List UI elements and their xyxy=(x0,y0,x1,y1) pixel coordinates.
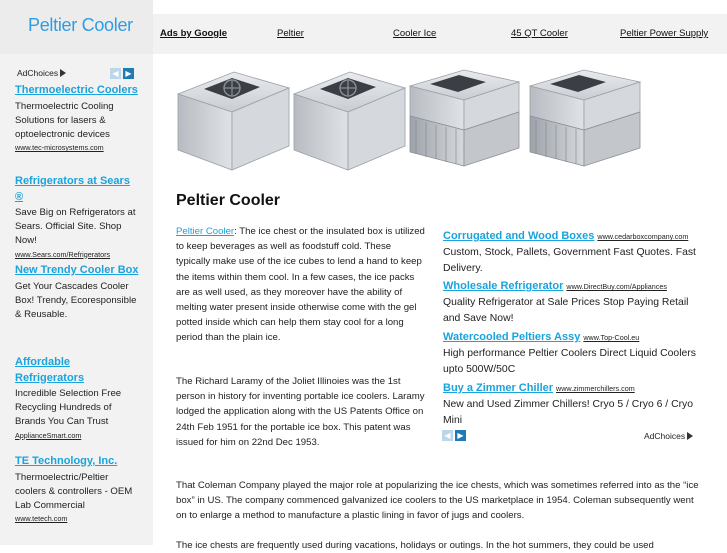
sidebar-ad-1 xyxy=(15,83,140,153)
ad-link-45qt-cooler[interactable]: 45 QT Cooler xyxy=(511,28,568,39)
logo-box xyxy=(0,0,153,54)
sidebar-ad-title[interactable]: Refrigerators at Sears ® xyxy=(15,175,130,203)
sidebar-adchoices[interactable] xyxy=(17,68,66,78)
right-ad-url[interactable]: www.zimmerchillers.com xyxy=(556,384,635,393)
cooler-unit-3 xyxy=(410,70,519,166)
sidebar-ad-3 xyxy=(15,263,140,322)
article-paragraph-2: The Richard Laramy of the Joliet Illinoies was the 1st person in history for inventing portable ice coolers. Laramy lodged the application along with the US Patents Office on 24th Feb 1951 for the portable ice box. This patent was issued for him on 22nd Dec 1953. xyxy=(176,376,425,448)
cooler-unit-1 xyxy=(178,72,289,170)
right-ad-url[interactable]: www.DirectBuy.com/Appliances xyxy=(566,282,667,291)
right-ad-desc: Quality Refrigerator at Sale Prices Stop Paying Retail and Save Now! xyxy=(443,297,689,324)
article-paragraph-3: That Coleman Company played the major role at popularizing the ice chests, which was sometimes referred into as the “ice box” in US. The company commenced galvanized ice coolers to the US marketplace in 1954. Coleman subsequently went on to enlarge a method to manufacture a plastic lining in favor of jugs and coolers. xyxy=(176,480,699,522)
right-ad-3 xyxy=(443,327,705,377)
sidebar-ad-title[interactable]: Thermoelectric Coolers xyxy=(15,84,138,96)
right-ad-title[interactable]: Watercooled Peltiers Assy xyxy=(443,331,581,343)
sidebar-ad-title[interactable]: Affordable Refrigerators xyxy=(15,356,85,384)
cooler-unit-2 xyxy=(294,72,405,170)
sidebar-ad-desc: Thermoelectric/Peltier coolers & controllers - OEM Lab Commercial xyxy=(15,471,133,511)
paragraph-text: : The ice chest or the insulated box is utilized to keep beverages as well as foodstuff cold. These typically make use of the ice cubes to lend a hand to keep the items within them cool. In a few cases, the ice packs are as well used, as they moreover have the ability of melting water present inside otherwise come with the gel potted inside which can help them stay cool for a long period than the plain ice. xyxy=(176,226,425,344)
adchoices-triangle-icon xyxy=(60,69,66,77)
right-ad-title[interactable]: Wholesale Refrigerator xyxy=(443,280,564,292)
sidebar-ad-title[interactable]: New Trendy Cooler Box xyxy=(15,264,139,276)
ad-link-peltier[interactable]: Peltier xyxy=(277,28,304,39)
article-paragraph-4: The ice chests are frequently used during vacations, holidays or outings. In the hot summers, they could be used xyxy=(176,540,654,551)
adchoices-label: AdChoices xyxy=(17,68,59,78)
sidebar-ad-desc: Save Big on Refrigerators at Sears. Official Site. Shop Now! xyxy=(15,207,136,247)
ad-link-peltier-power-supply[interactable]: Peltier Power Supply xyxy=(620,28,709,39)
cooler-unit-4 xyxy=(530,70,640,166)
sidebar-ad-url[interactable]: ApplianceSmart.com xyxy=(15,430,82,440)
right-ad-2 xyxy=(443,276,705,326)
right-ad-4 xyxy=(443,378,705,428)
right-adchoices[interactable] xyxy=(644,431,693,441)
cooler-units-illustration xyxy=(174,68,724,178)
right-ad-1 xyxy=(443,226,705,276)
left-sidebar-ads xyxy=(0,54,153,545)
right-ad-desc: High performance Peltier Coolers Direct Liquid Coolers upto 500W/50C xyxy=(443,348,696,375)
article-paragraph-1 xyxy=(176,224,426,346)
right-ad-desc: New and Used Zimmer Chillers! Cryo 5 / Cryo 6 / Cryo Mini xyxy=(443,399,694,426)
right-ad-title[interactable]: Buy a Zimmer Chiller xyxy=(443,382,554,394)
sidebar-ad-url[interactable]: www.tetech.com xyxy=(15,514,68,524)
chevron-right-icon[interactable]: ▶ xyxy=(123,68,134,79)
chevron-left-icon[interactable]: ◀ xyxy=(110,68,121,79)
sidebar-ad-desc: Incredible Selection Free Recycling Hundreds of Brands You Can Trust xyxy=(15,388,122,428)
header xyxy=(0,0,727,54)
sidebar-ad-4 xyxy=(15,355,140,441)
ad-link-bar xyxy=(153,14,727,54)
right-ad-title[interactable]: Corrugated and Wood Boxes xyxy=(443,230,595,242)
sidebar-ad-desc: Get Your Cascades Cooler Box! Trendy, Ecoresponsible & Reusable. xyxy=(15,280,137,320)
sidebar-ad-nav xyxy=(110,68,134,79)
ad-link-cooler-ice[interactable]: Cooler Ice xyxy=(393,28,437,39)
page-title: Peltier Cooler xyxy=(176,192,281,209)
sidebar-ad-desc: Thermoelectric Cooling Solutions for lasers & optoelectronic devices xyxy=(15,100,114,140)
sidebar-ad-title[interactable]: TE Technology, Inc. xyxy=(15,455,118,467)
chevron-left-icon[interactable]: ◀ xyxy=(442,430,453,441)
right-ad-url[interactable]: www.Top-Cool.eu xyxy=(583,333,640,342)
sidebar-ad-url[interactable]: www.Sears.com/Refrigerators xyxy=(15,249,111,259)
right-ad-url[interactable]: www.cedarboxcompany.com xyxy=(597,232,689,241)
sidebar-ad-url[interactable]: www.tec-microsystems.com xyxy=(15,143,104,153)
adchoices-label: AdChoices xyxy=(644,431,686,441)
sidebar-ad-2 xyxy=(15,174,140,260)
right-ad-nav xyxy=(442,430,466,441)
adchoices-triangle-icon xyxy=(687,432,693,440)
ads-by-google-link[interactable]: Ads by Google xyxy=(160,28,228,39)
peltier-cooler-link[interactable]: Peltier Cooler xyxy=(176,226,235,237)
right-ad-desc: Custom, Stock, Pallets, Government Fast Quotes. Fast Delivery. xyxy=(443,247,696,274)
peltier-cooler-images xyxy=(174,68,724,178)
sidebar-ad-5 xyxy=(15,454,140,524)
site-logo[interactable]: Peltier Cooler xyxy=(28,15,133,35)
chevron-right-icon[interactable]: ▶ xyxy=(455,430,466,441)
